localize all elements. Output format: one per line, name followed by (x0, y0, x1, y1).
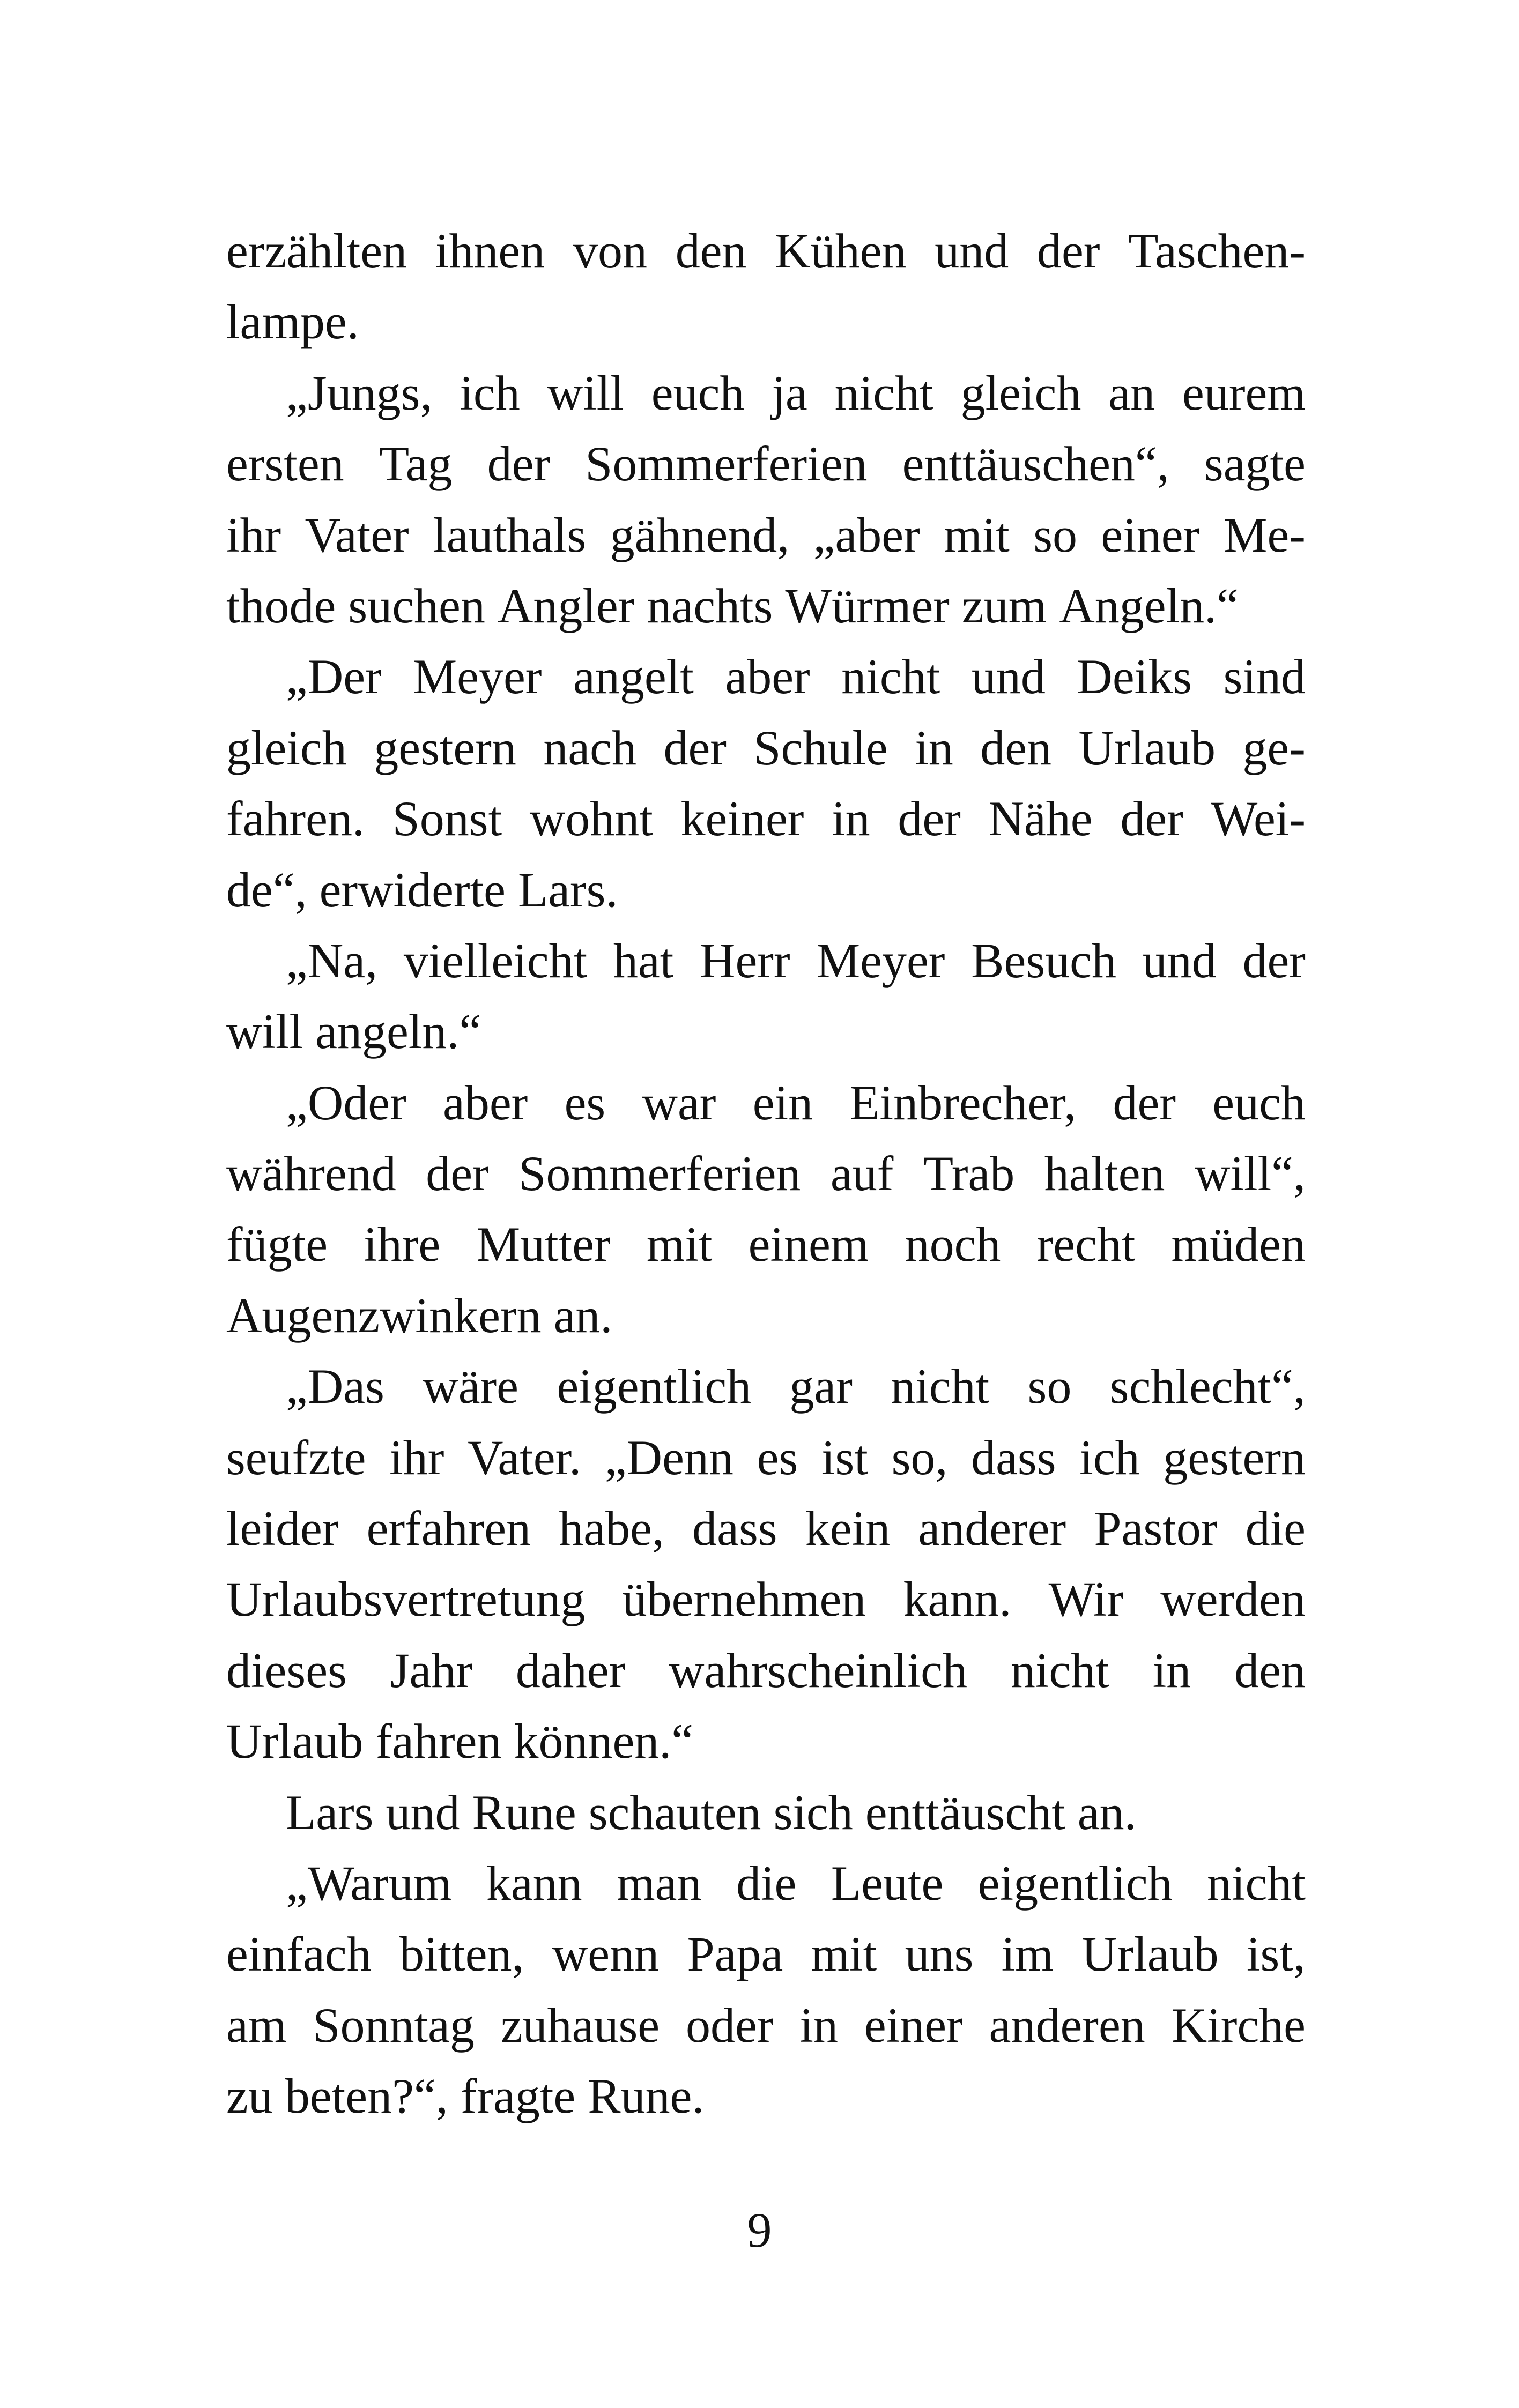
text-line: Urlaubsvertretung übernehmen kann. Wir werden (226, 1572, 1306, 1627)
text-line: Urlaub fahren können.“ (226, 1714, 694, 1769)
text-line: fügte ihre Mutter mit einem noch recht müden (226, 1217, 1306, 1272)
text-line: Lars und Rune schauten sich enttäuscht an. (286, 1785, 1137, 1840)
text-line: Augenzwinkern an. (226, 1288, 613, 1343)
text-line: seufzte ihr Vater. „Denn es ist so, dass ich gestern (226, 1430, 1306, 1485)
text-line: „Das wäre eigentlich gar nicht so schlecht“, (286, 1359, 1306, 1414)
text-line: zu beten?“, fragte Rune. (226, 2069, 705, 2124)
text-line: „Der Meyer angelt aber nicht und Deiks sind (286, 649, 1306, 704)
text-line: einfach bitten, wenn Papa mit uns im Urlaub ist, (226, 1927, 1306, 1982)
text-line: „Jungs, ich will euch ja nicht gleich an eurem (286, 365, 1306, 420)
page-number: 9 (747, 2203, 772, 2257)
text-line: lampe. (226, 294, 359, 350)
text-line: am Sonntag zuhause oder in einer anderen Kirche (226, 1997, 1306, 2053)
text-line: erzählten ihnen von den Kühen und der Taschen- (226, 224, 1306, 278)
text-line: „Oder aber es war ein Einbrecher, der euch (286, 1075, 1306, 1130)
text-line: de“, erwiderte Lars. (226, 862, 618, 917)
body-text (226, 215, 1306, 2132)
text-line: thode suchen Angler nachts Würmer zum Angeln.“ (226, 578, 1239, 633)
text-line: „Na, vielleicht hat Herr Meyer Besuch und der (286, 933, 1306, 988)
text-line: ihr Vater lauthals gähnend, „aber mit so einer Me- (226, 507, 1306, 562)
text-line: leider erfahren habe, dass kein anderer Pastor die (226, 1501, 1306, 1556)
text-line: während der Sommerferien auf Trab halten will“, (226, 1146, 1306, 1201)
text-line: gleich gestern nach der Schule in den Urlaub ge- (226, 720, 1306, 775)
text-line: ersten Tag der Sommerferien enttäuschen“, sagte (226, 436, 1306, 492)
text-line: fahren. Sonst wohnt keiner in der Nähe der Wei- (226, 791, 1306, 846)
text-line: will angeln.“ (226, 1004, 481, 1059)
text-line: dieses Jahr daher wahrscheinlich nicht in den (226, 1643, 1306, 1698)
text-line: „Warum kann man die Leute eigentlich nicht (286, 1855, 1306, 1911)
